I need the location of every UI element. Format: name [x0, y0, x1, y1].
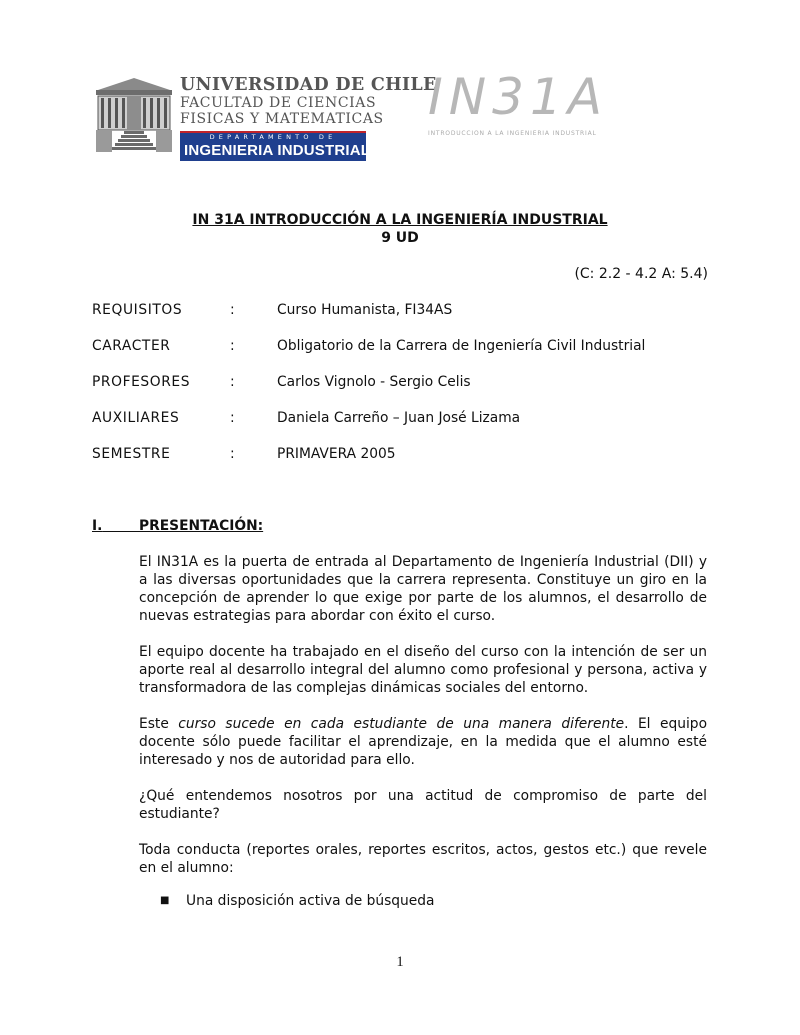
paragraph-1: El IN31A es la puerta de entrada al Departamento de Ingeniería Industrial (DII) y a las diversas oportunidades que la carrera representa. Constituye un giro en la concepción de aprender lo que exige por parte de los alumnos, el desarrollo de nuevas estrategias para abordar con éxito el curso.: [139, 554, 707, 624]
info-colon: :: [230, 446, 235, 462]
course-units: 9 UD: [381, 230, 419, 246]
course-title: IN 31A INTRODUCCIÓN A LA INGENIERÍA INDUSTRIAL: [192, 212, 608, 228]
faculty-name-line1: FACULTAD DE CIENCIAS: [180, 95, 377, 111]
info-row-caracter: [92, 338, 712, 358]
info-label: PROFESORES: [92, 374, 191, 390]
info-colon: :: [230, 374, 235, 390]
info-row-auxiliares: [92, 410, 712, 430]
info-colon: :: [230, 410, 235, 426]
course-logo: [428, 68, 618, 140]
info-row-profesores: [92, 374, 712, 394]
department-name: INGENIERIA INDUSTRIAL: [184, 142, 371, 159]
credit-distribution: (C: 2.2 - 4.2 A: 5.4): [574, 266, 708, 282]
course-code-logo: IN31A: [428, 68, 608, 126]
paragraph-2: El equipo docente ha trabajado en el diseño del curso con la intención de ser un aporte real al desarrollo integral del alumno como profesional y persona, activa y transformadora de las complejas dinámicas sociales del entorno.: [139, 644, 707, 696]
info-row-requisitos: [92, 302, 712, 322]
section-number: I.: [92, 518, 103, 534]
page-number: 1: [396, 954, 404, 970]
paragraph-3: Este curso sucede en cada estudiante de una manera diferente. El equipo docente sólo puede facilitar el aprendizaje, en la medida que el alumno esté interesado y nos de autoridad para ello.: [139, 716, 708, 768]
bullet-item: Una disposición activa de búsqueda: [186, 893, 435, 909]
department-band: [180, 131, 371, 161]
info-colon: :: [230, 302, 235, 318]
info-label: CARACTER: [92, 338, 171, 354]
info-value: Obligatorio de la Carrera de Ingeniería Civil Industrial: [277, 338, 646, 354]
university-logo: [94, 75, 437, 159]
course-name-logo: INTRODUCCION A LA INGENIERIA INDUSTRIAL: [428, 130, 597, 137]
info-label: AUXILIARES: [92, 410, 180, 426]
info-label: SEMESTRE: [92, 446, 171, 462]
paragraph-5: Toda conducta (reportes orales, reportes escritos, actos, gestos etc.) que revele en el alumno:: [139, 842, 707, 876]
info-value: Curso Humanista, FI34AS: [277, 302, 453, 318]
faculty-name-line2: FISICAS Y MATEMATICAS: [180, 111, 384, 127]
info-colon: :: [230, 338, 235, 354]
info-value: Carlos Vignolo - Sergio Celis: [277, 374, 471, 390]
paragraph-4: ¿Qué entendemos nosotros por una actitud de compromiso de parte del estudiante?: [139, 788, 707, 822]
italic-phrase: curso sucede en cada estudiante de una manera diferente: [178, 716, 625, 732]
info-value: PRIMAVERA 2005: [277, 446, 396, 462]
info-label: REQUISITOS: [92, 302, 183, 318]
info-row-semestre: [92, 446, 712, 466]
department-label: DEPARTAMENTO DE: [180, 131, 366, 141]
info-value: Daniela Carreño – Juan José Lizama: [277, 410, 521, 426]
building-emblem-icon: [94, 76, 174, 154]
university-name: UNIVERSIDAD DE CHILE: [180, 75, 437, 95]
section-title: PRESENTACIÓN:: [139, 518, 264, 534]
bullet-square-icon: ■: [160, 895, 170, 906]
